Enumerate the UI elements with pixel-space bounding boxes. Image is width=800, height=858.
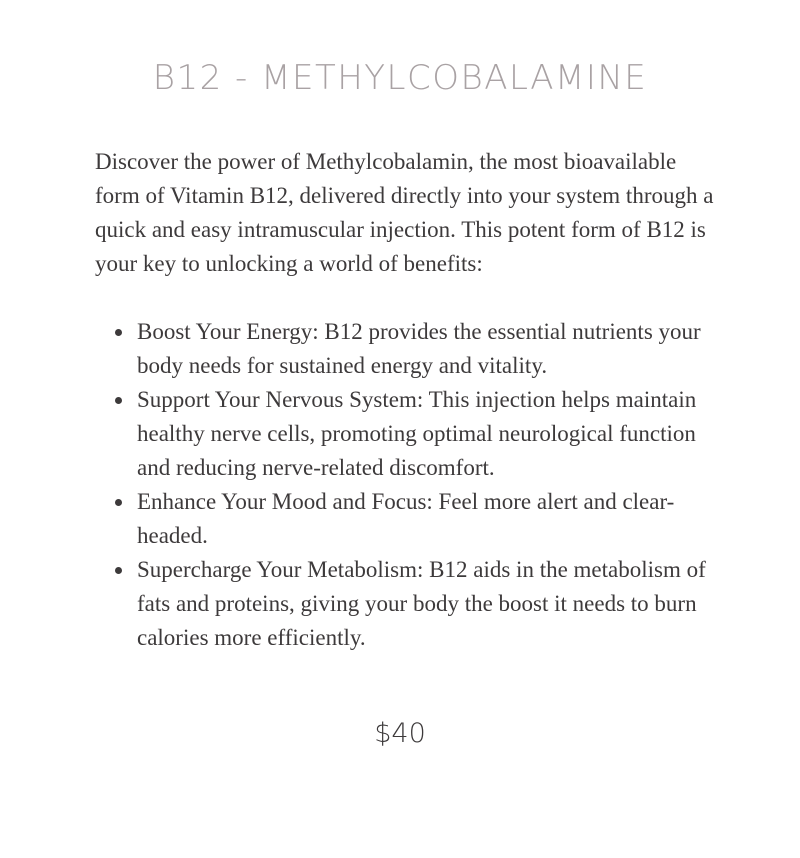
list-item [137, 485, 715, 553]
list-item [137, 383, 715, 485]
benefits-list [95, 315, 715, 655]
benefit-text: Boost Your Energy: B12 provides the essential nutrients your body needs for sustained energy and vitality. [137, 319, 701, 378]
benefit-text: Supercharge Your Metabolism: B12 aids in the metabolism of fats and proteins, giving your body the boost it needs to burn calories more efficiently. [137, 557, 706, 650]
product-description: Discover the power of Methylcobalamin, the most bioavailable form of Vitamin B12, delivered directly into your system through a quick and easy intramuscular injection. This potent form of B12 is your key to unlocking a world of benefits: [95, 149, 714, 276]
benefit-text: Enhance Your Mood and Focus: Feel more alert and clear-headed. [137, 489, 675, 548]
bullet-icon [115, 567, 122, 574]
list-item [137, 315, 715, 383]
bullet-icon [115, 329, 122, 336]
product-price: $40 [374, 718, 426, 749]
list-item [137, 553, 715, 655]
bullet-icon [115, 499, 122, 506]
product-title: B12 - METHYLCOBALAMINE [152, 58, 648, 98]
bullet-icon [115, 397, 122, 404]
benefit-text: Support Your Nervous System: This injection helps maintain healthy nerve cells, promoting optimal neurological function and reducing nerve-related discomfort. [137, 387, 697, 480]
